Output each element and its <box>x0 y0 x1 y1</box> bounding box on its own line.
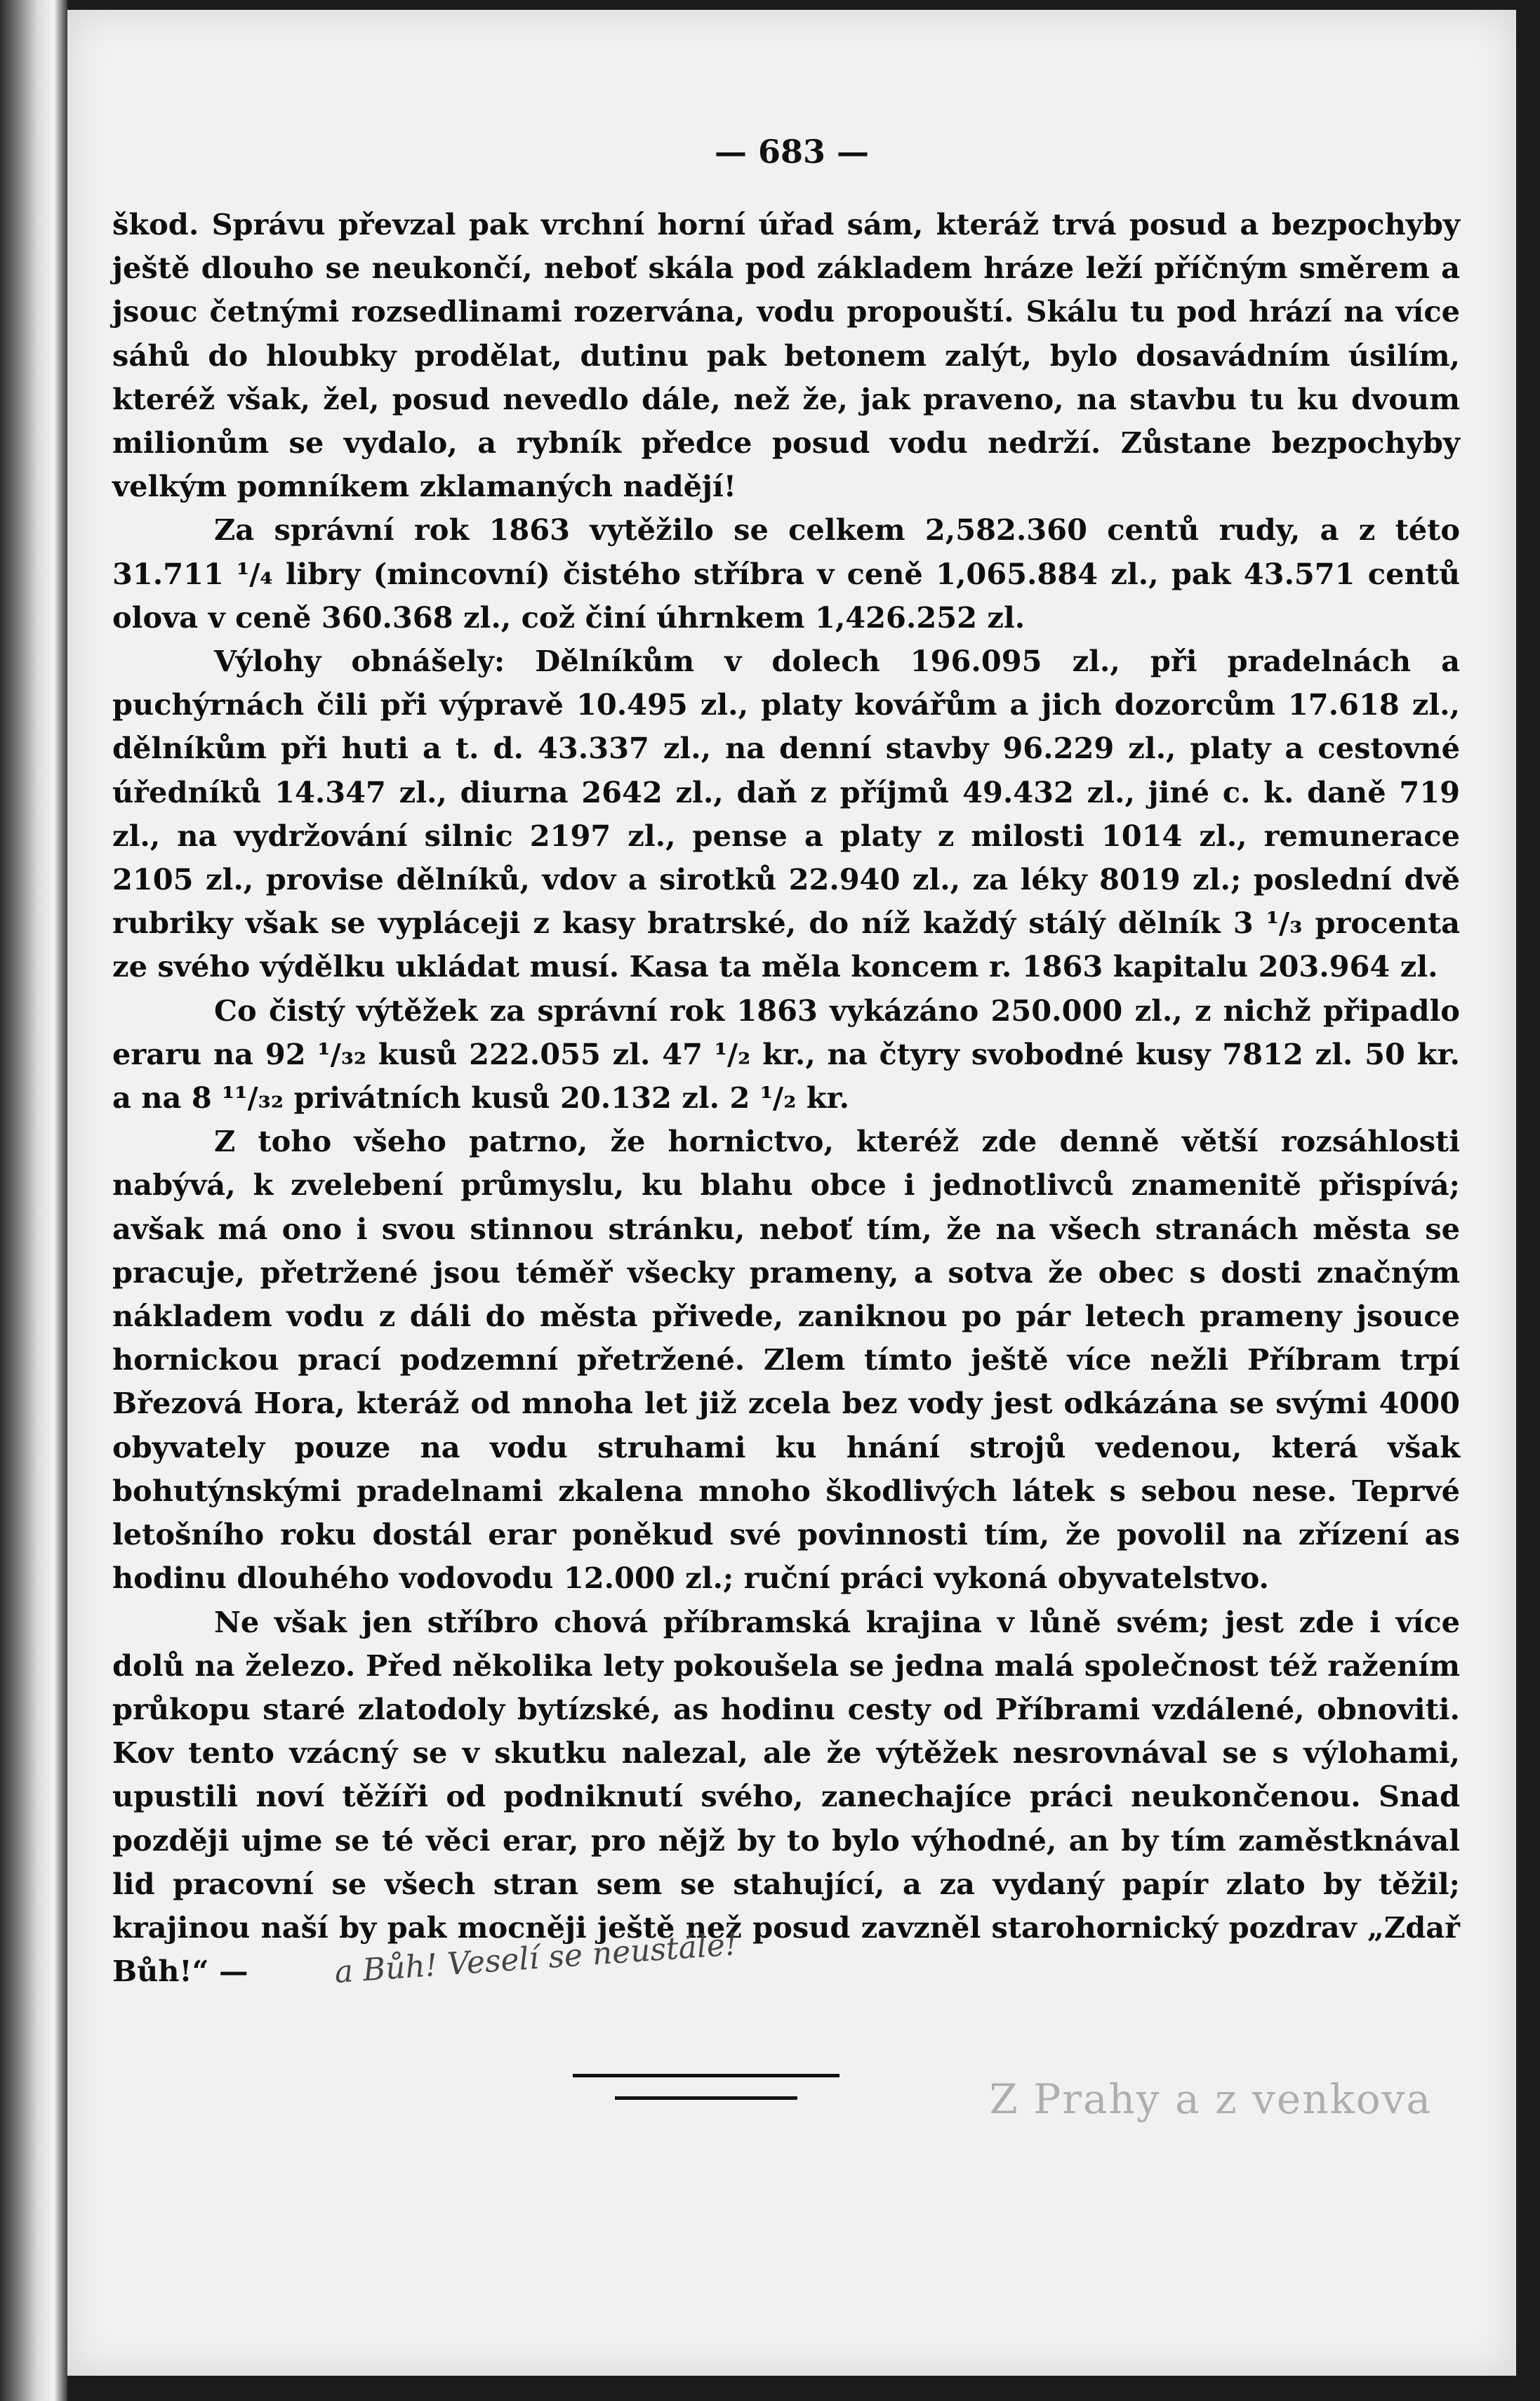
paragraph-1: škod. Správu převzal pak vrchní horní úřad sám, kteráž trvá posud a bezpochyby ještě dlouho se neukončí, neboť skála pod základem hráze leží příčným směrem a jsouc četnými rozsedlinami rozervána, vodu propouští. Skálu tu pod hrází na více sáhů do hloubky prodělat, dutinu pak betonem zalýt, bylo dosavádním úsilím, kteréž však, žel, posud nevedlo dále, než že, jak praveno, na stavbu tu ku dvoum milionům se vydalo, a rybník předce posud vodu nedrží. Zůstane bezpochyby velkým pomníkem zklamaných nadějí! <box>112 207 1460 504</box>
document-page <box>67 10 1516 2376</box>
bleed-through-heading: Z Prahy a z venkova <box>989 2075 1432 2123</box>
paragraph-3: Výlohy obnášely: Dělníkům v dolech 196.095 zl., při pradelnách a puchýrnách čili při výpravě 10.495 zl., platy kovářům a jich dozorcům 17.618 zl., dělníkům při huti a t. d. 43.337 zl., na denní stavby 96.229 zl., platy a cestovné úředníků 14.347 zl., diurna 2642 zl., daň z příjmů 49.432 zl., jiné c. k. daně 719 zl., na vydržování silnic 2197 zl., pense a platy z milosti 1014 zl., remunerace 2105 zl., provise dělníků, vdov a sirotků 22.940 zl., za léky 8019 zl.; poslední dvě rubriky však se vypláceji z kasy bratrské, do níž každý stálý dělník 3 ¹/₃ procenta ze svého výdělku ukládat musí. Kasa ta měla koncem r. 1863 kapitalu 203.964 zl. <box>112 644 1460 984</box>
paragraph-5: Z toho všeho patrno, že hornictvo, kteréž zde denně větší rozsáhlosti nabývá, k zvelebení průmyslu, ku blahu obce i jednotlivců znamenitě přispívá; avšak má ono i svou stinnou stránku, neboť tím, že na všech stranách města se pracuje, přetržené jsou téměř všecky prameny, a sotva že obec s dosti značným nákladem vodu z dáli do města přivede, zaniknou po pár letech prameny jsouce hornickou prací podzemní přetržené. Zlem tímto ještě více nežli Příbram trpí Březová Hora, kteráž od mnoha let již zcela bez vody jest odkázána se svými 4000 obyvately pouze na vodu struhami ku hnání strojů vedenou, která však bohutýnskými pradelnami zkalena mnoho škodlivých látek s sebou nese. Teprvé letošního roku dostál erar poněkud své povinnosti tím, že povolil na zřízení as hodinu dlouhého vodovodu 12.000 zl.; ruční práci vykoná obyvatelstvo. <box>112 1124 1460 1596</box>
paragraph-2: Za správní rok 1863 vytěžilo se celkem 2,582.360 centů rudy, a z této 31.711 ¹/₄ libry (mincovní) čistého stříbra v ceně 1,065.884 zl., pak 43.571 centů olova v ceně 360.368 zl., což činí úhrnkem 1,426.252 zl. <box>112 512 1460 635</box>
handwritten-note: a Bůh! Veselí se neustále! <box>333 1926 739 1990</box>
body-text <box>112 203 1460 1993</box>
closing-rule-short <box>615 2096 797 2100</box>
paragraph-6: Ne však jen stříbro chová příbramská krajina v lůně svém; jest zde i více dolů na železo. Před několika lety pokoušela se jedna malá společnost též ražením průkopu staré zlatodoly bytízské, as hodinu cesty od Příbrami vzdálené, obnoviti. Kov tento vzácný se v skutku nalezal, ale že výtěžek nesrovnával se s výlohami, upustili noví těžíři od podniknutí svého, zanechajíce práci neukončenou. Snad později ujme se té věci erar, pro nějž by to bylo výhodné, an by tím zaměstknával lid pracovní se všech stran sem se stahující, a za vydaný papír zlato by těžil; krajinou naší by pak mocněji ještě než posud zavzněl starohornický pozdrav „Zdař Bůh!“ — <box>112 1604 1460 1989</box>
adjacent-page-edge <box>0 0 67 2401</box>
page-number: — 683 — <box>714 133 870 171</box>
paragraph-4: Co čistý výtěžek za správní rok 1863 vykázáno 250.000 zl., z nichž připadlo eraru na 92 ¹/₃₂ kusů 222.055 zl. 47 ¹/₂ kr., na čtyry svobodné kusy 7812 zl. 50 kr. a na 8 ¹¹/₃₂ privátních kusů 20.132 zl. 2 ¹/₂ kr. <box>112 993 1460 1116</box>
closing-rule <box>573 2074 839 2077</box>
